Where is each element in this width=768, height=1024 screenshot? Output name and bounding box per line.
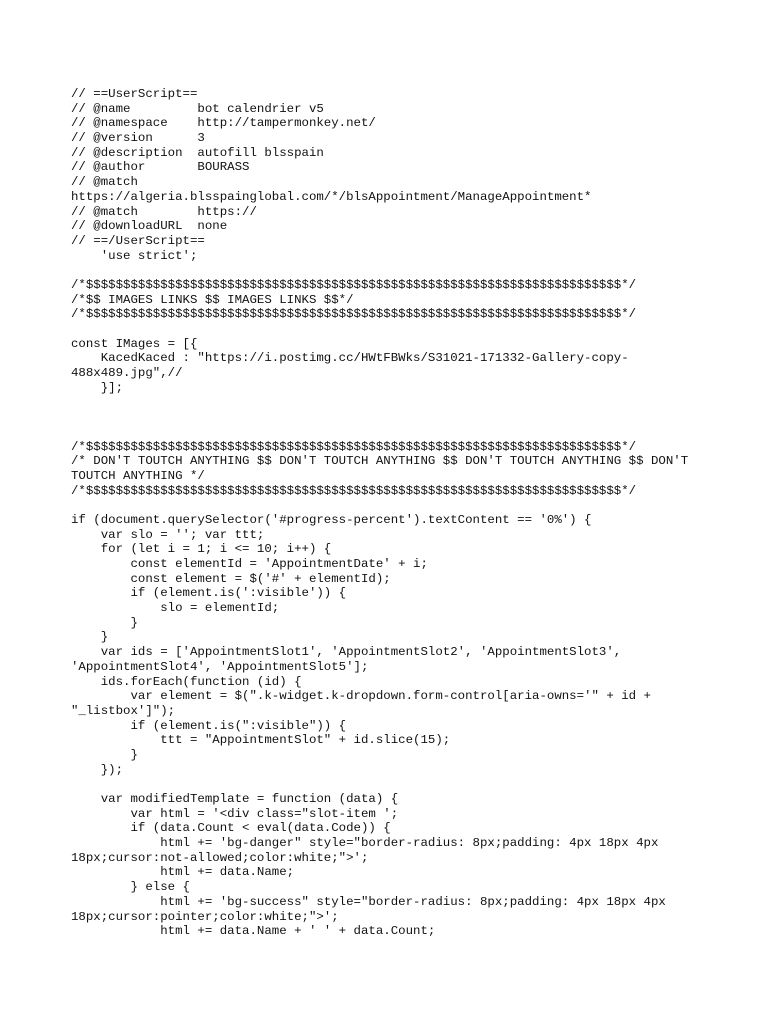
code-line: // @name bot calendrier v5 <box>71 101 324 116</box>
code-line: /*$$$$$$$$$$$$$$$$$$$$$$$$$$$$$$$$$$$$$$$$$$$$$$$$$$$$$$$$$$$$$$$$$$$$$$$$*/ <box>71 439 637 454</box>
code-line: /*$$$$$$$$$$$$$$$$$$$$$$$$$$$$$$$$$$$$$$$$$$$$$$$$$$$$$$$$$$$$$$$$$$$$$$$$*/ <box>71 483 637 498</box>
code-line <box>71 322 751 337</box>
code-line: 'AppointmentSlot4', 'AppointmentSlot5']; <box>71 659 369 674</box>
code-line: 'use strict'; <box>71 248 198 263</box>
code-line <box>71 777 751 792</box>
code-line: html += 'bg-success" style="border-radius: 8px;padding: 4px 18px 4px <box>71 894 666 909</box>
code-line: // @namespace http://tampermonkey.net/ <box>71 116 376 131</box>
code-line: // @match https:// <box>71 204 257 219</box>
code-line <box>71 425 751 440</box>
code-line: 488x489.jpg",// <box>71 366 183 381</box>
code-line: }); <box>71 762 124 777</box>
code-line: var html = '<div class="slot-item '; <box>71 806 399 821</box>
code-line <box>71 263 751 278</box>
code-line: const IMages = [{ <box>71 336 198 351</box>
code-line: ttt = "AppointmentSlot" + id.slice(15); <box>71 733 451 748</box>
code-line: for (let i = 1; i <= 10; i++) { <box>71 542 332 557</box>
code-line: html += data.Name; <box>71 865 295 880</box>
code-line: /* DON'T TOUTCH ANYTHING $$ DON'T TOUTCH ANYTHING $$ DON'T TOUTCH ANYTHING $$ DON'T <box>71 454 689 469</box>
code-line: html += 'bg-danger" style="border-radius: 8px;padding: 4px 18px 4px <box>71 836 659 851</box>
code-line: // @downloadURL none <box>71 219 228 234</box>
code-line: if (element.is(":visible")) { <box>71 718 347 733</box>
code-line: html += data.Name + ' ' + data.Count; <box>71 924 436 939</box>
code-line: const element = $('#' + elementId); <box>71 571 391 586</box>
code-line: /*$$$$$$$$$$$$$$$$$$$$$$$$$$$$$$$$$$$$$$$$$$$$$$$$$$$$$$$$$$$$$$$$$$$$$$$$*/ <box>71 307 637 322</box>
code-line <box>71 498 751 513</box>
code-line: slo = elementId; <box>71 601 280 616</box>
code-line: TOUTCH ANYTHING */ <box>71 468 205 483</box>
code-line: } <box>71 747 138 762</box>
code-line: "_listbox']"); <box>71 703 176 718</box>
code-line: // @version 3 <box>71 131 205 146</box>
code-line <box>71 410 751 425</box>
code-line: // ==/UserScript== <box>71 233 205 248</box>
code-line: // @match <box>71 175 138 190</box>
code-line: const elementId = 'AppointmentDate' + i; <box>71 557 428 571</box>
code-line: ids.forEach(function (id) { <box>71 674 302 689</box>
code-line: } else { <box>71 880 190 895</box>
code-line: // @author BOURASS <box>71 160 250 175</box>
code-line: }]; <box>71 380 124 395</box>
code-line: https://algeria.blsspainglobal.com/*/blsAppointment/ManageAppointment* <box>71 189 592 204</box>
code-line: var slo = ''; var ttt; <box>71 527 265 542</box>
code-line: } <box>71 630 109 645</box>
code-line: if (data.Count < eval(data.Code)) { <box>71 821 391 836</box>
code-line: // @description autofill blsspain <box>71 145 324 160</box>
code-line <box>71 395 751 410</box>
code-document <box>71 87 751 939</box>
code-line: var element = $(".k-widget.k-dropdown.form-control[aria-owns='" + id + <box>71 689 651 704</box>
code-line: /*$$$$$$$$$$$$$$$$$$$$$$$$$$$$$$$$$$$$$$$$$$$$$$$$$$$$$$$$$$$$$$$$$$$$$$$$*/ <box>71 277 637 292</box>
code-line: // ==UserScript== <box>71 87 198 101</box>
code-line: 18px;cursor:not-allowed;color:white;">'; <box>71 850 369 865</box>
code-line: /*$$ IMAGES LINKS $$ IMAGES LINKS $$*/ <box>71 292 354 307</box>
code-line: var modifiedTemplate = function (data) { <box>71 792 399 806</box>
code-line: 18px;cursor:pointer;color:white;">'; <box>71 909 339 924</box>
code-line: if (document.querySelector('#progress-percent').textContent == '0%') { <box>71 512 592 527</box>
code-line: if (element.is(':visible')) { <box>71 586 347 601</box>
code-line: var ids = ['AppointmentSlot1', 'AppointmentSlot2', 'AppointmentSlot3', <box>71 645 622 660</box>
code-line: KacedKaced : "https://i.postimg.cc/HWtFBWks/S31021-171332-Gallery-copy- <box>71 351 629 366</box>
code-line: } <box>71 615 138 630</box>
